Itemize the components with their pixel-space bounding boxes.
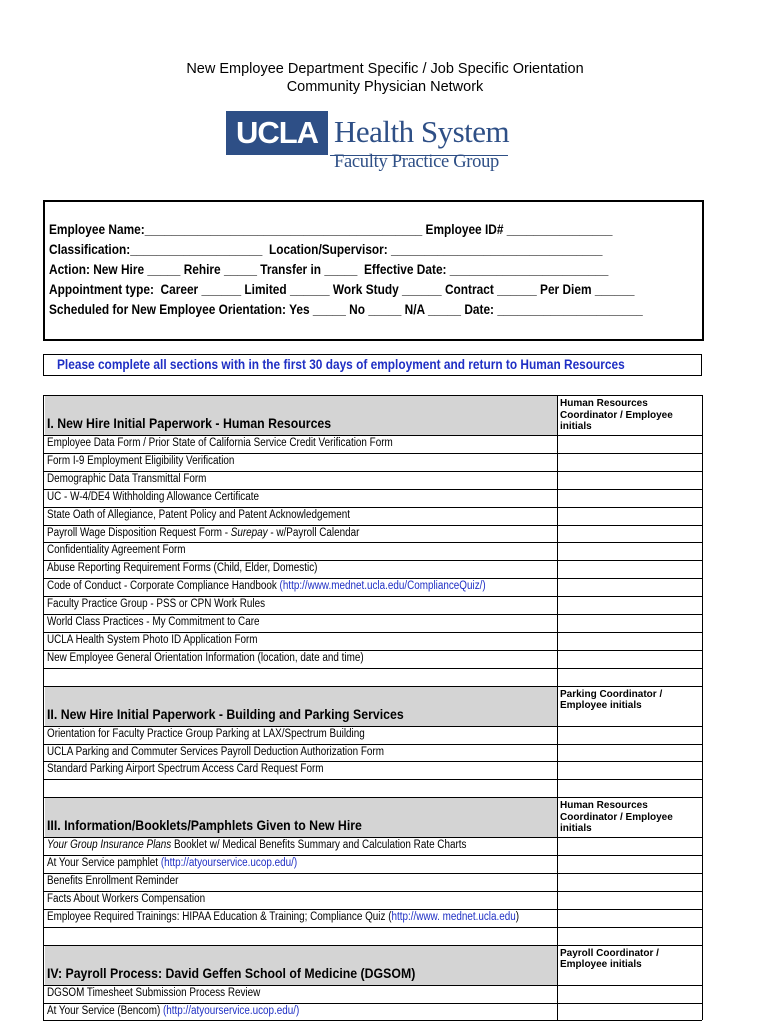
checklist-item [47,562,317,574]
table-right-border [702,395,703,1020]
item-italic-text: Your Group Insurance Plans [47,839,172,852]
item-text-tail: ) [515,910,520,923]
initials-input-cell[interactable] [558,614,701,632]
section-title: I. New Hire Initial Paperwork - Human Resources [47,415,332,431]
item-text: Code of Conduct - Corporate Compliance Handbook [47,580,280,593]
checklist-item [47,473,206,485]
checklist-item [47,616,260,628]
item-text: Abuse Reporting Requirement Forms (Child, Elder, Domestic) [47,562,318,575]
checklist-item [47,911,519,923]
initials-input-cell[interactable] [558,761,701,779]
initials-input-cell[interactable] [558,650,701,668]
item-link[interactable]: (http://www.mednet.ucla.edu/ComplianceQuiz/) [279,580,486,593]
document-title: New Employee Department Specific / Job Specific Orientation [186,61,584,77]
checklist-item [47,893,205,905]
initials-input-cell[interactable] [558,837,701,855]
initials-input-cell[interactable] [558,632,701,650]
item-text: Faculty Practice Group - PSS or CPN Work Rules [47,598,266,611]
item-text: World Class Practices - My Commitment to Care [47,616,260,628]
item-text: Form I-9 Employment Eligibility Verification [47,454,235,467]
item-link[interactable]: (http://atyourservice.ucop.edu/) [160,857,298,870]
item-link[interactable]: http://www. mednet.ucla.edu [391,910,516,923]
item-text: Payroll Wage Disposition Request Form - [47,526,231,539]
employee-info-box [43,200,704,341]
item-text: Standard Parking Airport Spectrum Access Card Request Form [47,763,324,776]
checklist-item [47,491,259,503]
item-text: UCLA Health System Photo ID Application Form [47,633,258,646]
section-title: IV: Payroll Process: David Geffen School of Medicine (DGSOM) [47,964,416,981]
item-text: Orientation for Faculty Practice Group Parking at LAX/Spectrum Building [47,727,365,740]
checklist-item [47,1005,299,1017]
initials-input-cell[interactable] [558,507,701,525]
initials-input-cell[interactable] [558,453,701,471]
table-left-border [43,395,44,1020]
checklist-item [47,634,258,646]
employee-name-line[interactable]: Employee Name:__________________________________________ Employee ID# ________________ [49,222,613,237]
initials-input-cell[interactable] [558,435,701,453]
initials-input-cell[interactable] [558,873,701,891]
orientation-schedule-line[interactable]: Scheduled for New Employee Orientation: Yes _____ No _____ N/A _____ Date: ______________________ [49,302,643,317]
logo-ucla-mark: UCLA [226,111,328,155]
logo-faculty-practice-group-text: Faculty Practice Group [334,152,499,172]
initials-input-cell[interactable] [558,726,701,744]
checklist-item [47,544,186,556]
checklist-item [47,527,359,539]
initials-input-cell[interactable] [558,596,701,614]
item-text: Employee Data Form / Prior State of California Service Credit Verification Form [47,437,393,449]
item-italic-text: Surepay [230,526,268,539]
initials-column-header: Human Resources Coordinator / Employee initials [560,800,673,835]
checklist-item [47,598,265,610]
row-divider [43,668,702,669]
checklist-item [47,455,234,467]
row-divider [43,927,702,928]
section-title: II. New Hire Initial Paperwork - Building and Parking Services [47,705,404,722]
initials-input-cell[interactable] [558,542,701,560]
item-text: UC - W-4/DE4 Withholding Allowance Certificate [47,490,259,503]
logo-health-system-text: Health System [334,114,510,149]
classification-line[interactable]: Classification:____________________ Location/Supervisor: ________________________________ [49,242,603,257]
initials-input-cell[interactable] [558,985,701,1003]
document-subtitle: Community Physician Network [286,79,484,95]
checklist-item [47,857,297,869]
checklist-item [47,437,393,449]
initials-input-cell[interactable] [558,471,701,489]
initials-column-header: Payroll Coordinator / Employee initials [560,947,659,971]
table-column-divider [557,395,558,1020]
initials-column-header: Parking Coordinator / Employee initials [560,688,663,712]
item-link[interactable]: (http://atyourservice.ucop.edu/) [162,1004,300,1017]
initials-input-cell[interactable] [558,578,701,596]
row-divider [43,1020,702,1021]
item-text: At Your Service pamphlet [47,857,161,870]
notice-text: Please complete all sections with in the first 30 days of employment and return to Human Resources [57,357,625,372]
checklist-item [47,652,364,664]
initials-input-cell[interactable] [558,855,701,873]
ucla-health-system-logo [226,111,508,173]
checklist-item [47,763,324,775]
appointment-type-line[interactable]: Appointment type: Career ______ Limited ______ Work Study ______ Contract ______ Per Diem ______ [49,282,635,297]
initials-input-cell[interactable] [558,744,701,762]
checklist-item [47,875,178,887]
item-text: Facts About Workers Compensation [47,892,206,905]
checklist-item [47,509,350,521]
checklist-item [47,839,466,851]
item-text: Confidentiality Agreement Form [47,544,186,557]
checklist-item [47,728,365,740]
action-line[interactable]: Action: New Hire _____ Rehire _____ Transfer in _____ Effective Date: ________________________ [49,262,609,277]
row-divider [43,779,702,780]
initials-input-cell[interactable] [558,909,701,927]
initials-input-cell[interactable] [558,891,701,909]
initials-column-header: Human Resources Coordinator / Employee initials [560,398,673,432]
initials-input-cell[interactable] [558,1003,701,1021]
section-title: III. Information/Booklets/Pamphlets Given to New Hire [47,817,362,834]
initials-input-cell[interactable] [558,525,701,543]
item-text: Benefits Enrollment Reminder [47,875,179,887]
item-text: Demographic Data Transmittal Form [47,472,207,485]
checklist-item [47,746,384,758]
item-text: At Your Service (Bencom) [47,1004,163,1017]
notice-box [43,354,702,376]
item-text: Booklet w/ Medical Benefits Summary and Calculation Rate Charts [171,839,467,852]
initials-input-cell[interactable] [558,489,701,507]
checklist-item [47,580,486,592]
item-text: UCLA Parking and Commuter Services Payroll Deduction Authorization Form [47,745,384,758]
item-text: New Employee General Orientation Information (location, date and time) [47,651,364,664]
item-text: State Oath of Allegiance, Patent Policy and Patent Acknowledgement [47,508,350,521]
item-text: Employee Required Trainings: HIPAA Education & Training; Compliance Quiz ( [47,910,392,923]
checklist-item [47,987,260,999]
initials-input-cell[interactable] [558,560,701,578]
item-text-tail: - w/Payroll Calendar [267,526,360,539]
item-text: DGSOM Timesheet Submission Process Review [47,986,261,999]
